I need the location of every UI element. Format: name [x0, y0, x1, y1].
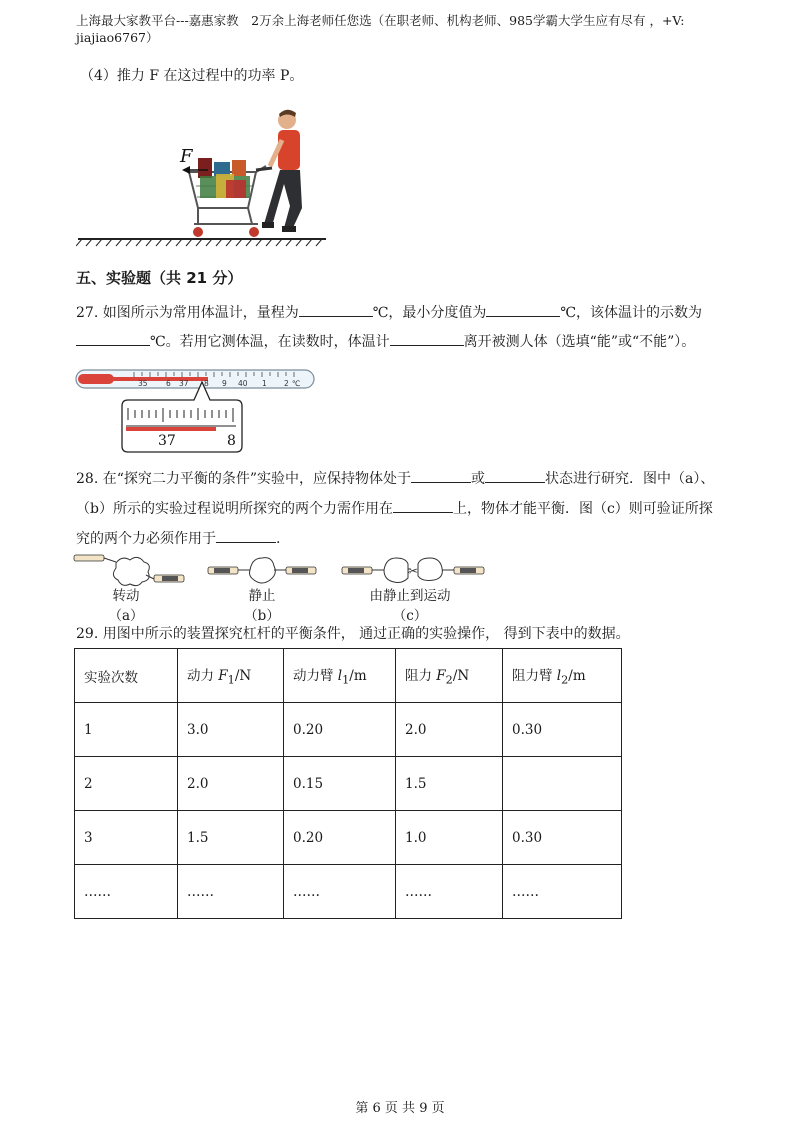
table-cell: …… — [284, 865, 396, 919]
table-row — [75, 865, 622, 919]
table-cell: …… — [503, 865, 622, 919]
q27-line-1 — [76, 302, 702, 323]
q28-line-1 — [76, 468, 714, 489]
thermometer-figure — [72, 360, 322, 455]
table-header-row — [75, 649, 622, 703]
table-row — [75, 703, 622, 757]
table-header-cell: 实验次数 — [75, 649, 178, 703]
lever-data-table — [74, 648, 622, 919]
figure-c-caption — [350, 584, 470, 624]
q28-text-3: 状态进行研究．图中（a）、 — [545, 471, 715, 487]
figure-b-tag: （b） — [244, 608, 280, 624]
scale-label: 35 — [138, 379, 148, 388]
answer-blank[interactable] — [485, 468, 545, 483]
answer-blank[interactable] — [486, 302, 560, 317]
q27-text-4: ℃。若用它测体温，在读数时，体温计 — [150, 334, 390, 350]
answer-blank[interactable] — [76, 331, 150, 346]
scale-label: 9 — [222, 379, 227, 388]
table-cell — [503, 757, 622, 811]
q27-text-1: 27. 如图所示为常用体温计，量程为 — [76, 305, 299, 321]
balance-experiment-figures — [70, 553, 510, 587]
answer-blank[interactable] — [411, 468, 471, 483]
figure-b — [208, 558, 316, 583]
table-cell: 1.0 — [396, 811, 503, 865]
table-cell: 0.20 — [284, 811, 396, 865]
figure-c-tag: （c） — [392, 608, 428, 624]
table-row — [75, 757, 622, 811]
table-cell: …… — [178, 865, 284, 919]
header-line-1: 上海最大家教平台---嘉惠家教 2万余上海老师任您选（在职老师、机构老师、985学霸大学生应有尽有 ，+V: — [76, 13, 685, 28]
table-cell: 1.5 — [178, 811, 284, 865]
scale-label: 37 — [179, 379, 189, 388]
table-cell: 0.20 — [284, 703, 396, 757]
q27-text-5: 离开被测人体（选填“能”或“不能”）。 — [463, 334, 696, 350]
page-header — [76, 12, 726, 46]
scale-label: 40 — [238, 379, 248, 388]
shopping-cart-figure — [76, 100, 336, 250]
table-cell: …… — [75, 865, 178, 919]
scale-label: ℃ — [292, 379, 301, 388]
figure-c-label: 由静止到运动 — [369, 588, 451, 604]
q28-line-2 — [76, 498, 713, 519]
q28-line-3 — [76, 528, 280, 549]
table-cell: 1 — [75, 703, 178, 757]
scale-label: 8 — [204, 379, 209, 388]
figure-a — [74, 555, 184, 586]
scale-label: 1 — [262, 379, 267, 388]
header-line-2: jiajiao6767） — [76, 30, 159, 45]
table-cell: 2.0 — [396, 703, 503, 757]
answer-blank[interactable] — [299, 302, 373, 317]
figure-a-tag: （a） — [108, 608, 144, 624]
table-cell: …… — [396, 865, 503, 919]
figure-a-caption — [96, 584, 156, 624]
figure-b-label: 静止 — [248, 588, 276, 604]
q28-text-7: . — [276, 531, 281, 547]
table-cell: 0.30 — [503, 811, 622, 865]
zoom-label-37: 37 — [158, 433, 176, 449]
answer-blank[interactable] — [216, 528, 276, 543]
table-cell: 1.5 — [396, 757, 503, 811]
answer-blank[interactable] — [393, 498, 453, 513]
table-cell: 3 — [75, 811, 178, 865]
page-number: 第 6 页 共 9 页 — [355, 1101, 445, 1116]
table-cell: 2 — [75, 757, 178, 811]
table-header-cell: 阻力 $F_2/N$ — [396, 649, 503, 703]
q27-text-3: ℃，该体温计的示数为 — [560, 305, 703, 321]
scale-label: 2 — [284, 379, 289, 388]
q26-part4: （4）推力 F 在这过程中的功率 P。 — [80, 68, 304, 84]
q28-text-4: （b）所示的实验过程说明所探究的两个力需作用在 — [76, 501, 393, 517]
table-cell: 3.0 — [178, 703, 284, 757]
figure-a-label: 转动 — [112, 588, 140, 604]
figure-b-caption — [232, 584, 292, 624]
q27-text-2: ℃，最小分度值为 — [372, 305, 487, 321]
q27-line-2 — [76, 331, 695, 352]
scale-label: 6 — [166, 379, 171, 388]
answer-blank[interactable] — [390, 331, 464, 346]
q28-text-5: 上，物体才能平衡．图（c）则可验证所探 — [452, 501, 713, 517]
force-label: F — [180, 146, 193, 167]
table-row — [75, 811, 622, 865]
table-header-cell: 阻力臂 $l_2/m$ — [503, 649, 622, 703]
table-cell: 2.0 — [178, 757, 284, 811]
table-cell: 0.15 — [284, 757, 396, 811]
table-header-cell: 动力 $F_1/N$ — [178, 649, 284, 703]
q28-text-1: 28. 在“探究二力平衡的条件”实验中，应保持物体处于 — [76, 471, 412, 487]
q28-text-6: 究的两个力必须作用于 — [76, 531, 216, 547]
q28-text-2: 或 — [471, 471, 486, 487]
zoom-label-8: 8 — [227, 433, 236, 449]
figure-c — [342, 558, 484, 583]
scissors-icon: ✂ — [408, 564, 419, 578]
table-header-cell: 动力臂 $l_1/m$ — [284, 649, 396, 703]
table-cell: 0.30 — [503, 703, 622, 757]
section-title: 五、实验题（共 21 分） — [76, 269, 243, 287]
q29-text: 29. 用图中所示的装置探究杠杆的平衡条件， 通过正确的实验操作， 得到下表中的数据。 — [76, 626, 630, 642]
